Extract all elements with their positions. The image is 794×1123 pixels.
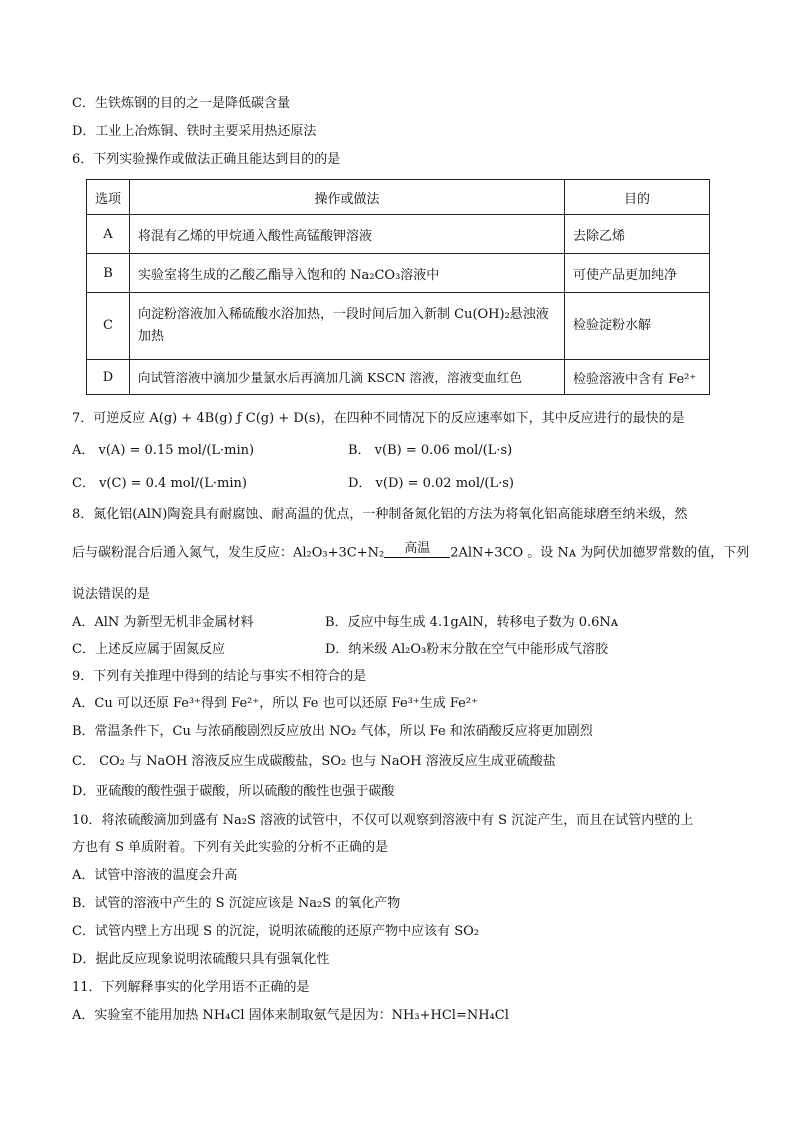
q8-stem-line3: 说法错误的是 [72,587,151,602]
q7-option-c: C． v(C) = 0.4 mol/(L·min) [72,476,247,491]
row-option: A [87,215,130,254]
row-goal: 去除乙烯 [565,215,710,254]
q7-option-b: B． v(B) = 0.06 mol/(L·s) [348,443,513,458]
q10-option-a: A．试管中溶液的温度会升高 [72,868,238,883]
q8-option-d: D．纳米级 Al₂O₃粉末分散在空气中能形成气溶胶 [325,642,609,657]
q7-stem: 7．可逆反应 A(g) + 4B(g) ƒ C(g) + D(s)，在四种不同情况下的反应速率如下，其中反应进行的最快的是 [72,411,685,426]
reaction-condition-label: 高温 [404,541,431,556]
q9-option-c: C． CO₂ 与 NaOH 溶液反应生成碳酸盐，SO₂ 也与 NaOH 溶液反应生成亚硫酸盐 [72,754,556,769]
q8-equation-right: 2AlN+3CO 。设 Nᴀ 为阿伏加德罗常数的值，下列 [450,545,750,561]
q5-option-d: D．工业上冶炼铜、铁时主要采用热还原法 [72,124,317,139]
header-goal: 目的 [565,180,710,215]
table-row [87,215,710,254]
q5-option-c: C．生铁炼钢的目的之一是降低碳含量 [72,96,290,111]
reaction-arrow [384,557,450,564]
q8-option-c: C．上述反应属于固氮反应 [72,642,225,657]
q8-option-a: A．AlN 为新型无机非金属材料 [72,615,254,630]
q10-option-c: C．试管内壁上方出现 S 的沉淀，说明浓硫酸的还原产物中应该有 SO₂ [72,924,480,939]
q11-option-a: A．实验室不能用加热 NH₄Cl 固体来制取氨气是因为：NH₃+HCl=NH₄Cl [72,1008,509,1023]
q7-option-d: D． v(D) = 0.02 mol/(L·s) [348,476,514,491]
row-goal: 可使产品更加纯净 [565,254,710,293]
row-operation: 向淀粉溶液加入稀硫酸水浴加热，一段时间后加入新制 Cu(OH)₂悬浊液加热 [130,293,565,360]
row-goal: 检验溶液中含有 Fe²⁺ [565,360,710,395]
q6-stem: 6．下列实验操作或做法正确且能达到目的的是 [72,152,341,167]
header-option: 选项 [87,180,130,215]
row-operation: 向试管溶液中滴加少量氯水后再滴加几滴 KSCN 溶液，溶液变血红色 [130,360,565,395]
q7-option-a: A． v(A) = 0.15 mol/(L·min) [72,443,255,458]
reaction-condition [384,542,450,564]
q10-stem-line1: 10．将浓硫酸滴加到盛有 Na₂S 溶液的试管中，不仅可以观察到溶液中有 S 沉淀产生，而且在试管内壁的上 [72,813,694,828]
row-operation: 实验室将生成的乙酸乙酯导入饱和的 Na₂CO₃溶液中 [130,254,565,293]
q9-option-a: A．Cu 可以还原 Fe³⁺得到 Fe²⁺，所以 Fe 也可以还原 Fe³⁺生成 Fe²⁺ [72,696,478,711]
q8-stem-line2 [72,542,749,564]
q8-stem-line1: 8．氮化铝(AlN)陶瓷具有耐腐蚀、耐高温的优点，一种制备氮化铝的方法为将氧化铝高能球磨至纳米级，然 [72,507,688,522]
table-header-row [87,180,710,215]
q9-option-b: B．常温条件下，Cu 与浓硝酸剧烈反应放出 NO₂ 气体，所以 Fe 和浓硝酸反应将更加剧烈 [72,724,593,739]
table-row [87,360,710,395]
table-row [87,254,710,293]
row-option: D [87,360,130,395]
q6-table [86,179,710,395]
q9-option-d: D．亚硫酸的酸性强于碳酸，所以硫酸的酸性也强于碳酸 [72,784,395,799]
q8-option-b: B．反应中每生成 4.1gAlN，转移电子数为 0.6Nᴀ [325,615,619,630]
q11-stem: 11．下列解释事实的化学用语不正确的是 [72,980,310,995]
row-goal: 检验淀粉水解 [565,293,710,360]
q9-stem: 9．下列有关推理中得到的结论与事实不相符合的是 [72,669,367,684]
q8-equation-left: 后与碳粉混合后通入氮气，发生反应：Al₂O₃+3C+N₂ [72,545,385,561]
q10-stem-line2: 方也有 S 单质附着。下列有关此实验的分析不正确的是 [72,840,389,855]
row-option: C [87,293,130,360]
table-row [87,293,710,360]
q10-option-b: B．试管的溶液中产生的 S 沉淀应该是 Na₂S 的氧化产物 [72,896,401,911]
header-operation: 操作或做法 [130,180,565,215]
q10-option-d: D．据此反应现象说明浓硫酸只具有强氧化性 [72,952,330,967]
row-option: B [87,254,130,293]
row-operation: 将混有乙烯的甲烷通入酸性高锰酸钾溶液 [130,215,565,254]
